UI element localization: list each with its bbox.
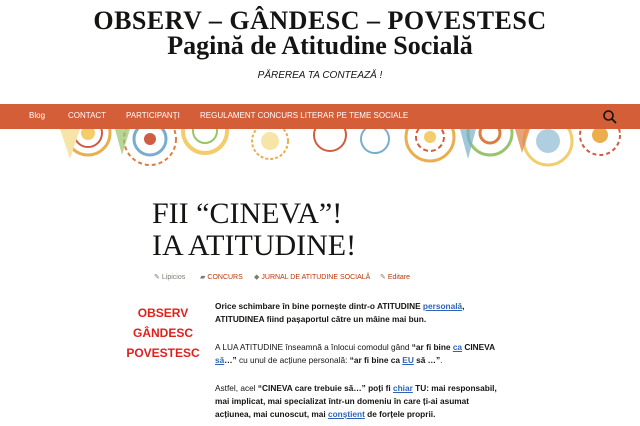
p1-text-b: , ATITUDINEA fiind pașaportul către un mâine mai bun. <box>215 301 465 324</box>
p3-text-a: Astfel, acel <box>215 383 258 393</box>
paragraph-2 <box>215 341 505 367</box>
p2-quote-2 <box>349 355 443 365</box>
p2-quote-1-a: “ar fi bine <box>411 342 453 352</box>
link-personala[interactable]: personală <box>422 301 463 311</box>
site-subtitle[interactable]: Pagină de Atitudine Socială <box>167 31 473 60</box>
p2-quote-2-b: să …” <box>413 355 441 365</box>
p3-quote: “CINEVA care trebuie să…” <box>257 383 366 393</box>
logo-line-povestesc: POVESTESC <box>126 346 200 360</box>
p3-text-d: de forțele proprii. <box>364 409 436 419</box>
link-sa[interactable]: să <box>215 355 225 365</box>
link-ca[interactable]: ca <box>452 342 463 352</box>
meta-tag-label[interactable]: JURNAL DE ATITUDINE SOCIALĂ <box>261 274 371 281</box>
paragraph-3 <box>215 382 505 421</box>
meta-edit[interactable] <box>380 273 410 281</box>
link-constient[interactable]: conștient <box>327 409 365 419</box>
post-logo-image <box>121 303 205 363</box>
paragraph-1 <box>215 300 505 326</box>
folder-icon: ▰ <box>200 274 206 281</box>
site-header <box>0 0 640 104</box>
nav-item-contact[interactable]: CONTACT <box>68 111 107 120</box>
logo-line-gandesc: GÂNDESC <box>132 326 193 340</box>
site-title[interactable]: OBSERV – GÂNDESC – POVESTESC <box>93 6 547 35</box>
p2-quote-1-b: CINEVA <box>462 342 495 352</box>
meta-sticky-label: Lipicios <box>161 274 186 281</box>
p3-text-c: TU: mai responsabil, mai implicat, mai specializat într-un domeniu în care ți-ai asumat acțiunea, mai cunoscut, mai <box>215 383 497 419</box>
link-chiar[interactable]: chiar <box>393 383 413 393</box>
nav-item-participanti[interactable]: PARTICIPANȚI <box>126 111 180 120</box>
p1-text-a: Orice schimbare în bine pornește dintr-o ATITUDINE <box>215 301 423 311</box>
post-title-line-2[interactable]: IA ATITUDINE! <box>152 229 357 262</box>
main-navigation <box>0 104 640 129</box>
post-title[interactable] <box>152 198 512 262</box>
logo-line-observ: OBSERV <box>137 306 189 320</box>
pencil-icon: ✎ <box>380 274 386 281</box>
nav-item-regulament[interactable]: REGULAMENT CONCURS LITERAR PE TEME SOCIALE <box>200 111 409 120</box>
meta-tag[interactable] <box>254 273 370 281</box>
header-decorative-banner <box>0 129 640 177</box>
meta-sticky <box>154 273 185 281</box>
p2-quote-2-a: “ar fi bine ca <box>349 355 403 365</box>
meta-edit-label[interactable]: Editare <box>387 274 411 281</box>
pin-icon: ✎ <box>154 274 160 281</box>
nav-item-blog[interactable]: Blog <box>29 111 46 120</box>
p2-text-b: cu unul de acțiune personală: <box>236 355 350 365</box>
link-eu[interactable]: EU <box>402 355 414 365</box>
search-icon[interactable] <box>602 109 618 125</box>
tag-icon: ◆ <box>254 274 260 281</box>
post-article <box>152 198 512 262</box>
post-title-line-1[interactable]: FII “CINEVA”! <box>152 197 343 230</box>
meta-category-label[interactable]: CONCURS <box>207 274 243 281</box>
p2-text-a: A LUA ATITUDINE înseamnă a înlocui comodul gând <box>215 342 412 352</box>
p2-quote-1-c: …” <box>224 355 237 365</box>
site-tagline: PĂREREA TA CONTEAZĂ ! <box>257 70 383 81</box>
p3-text-b: poți fi <box>365 383 393 393</box>
p2-text-c: . <box>440 355 443 365</box>
meta-category[interactable] <box>200 273 243 281</box>
